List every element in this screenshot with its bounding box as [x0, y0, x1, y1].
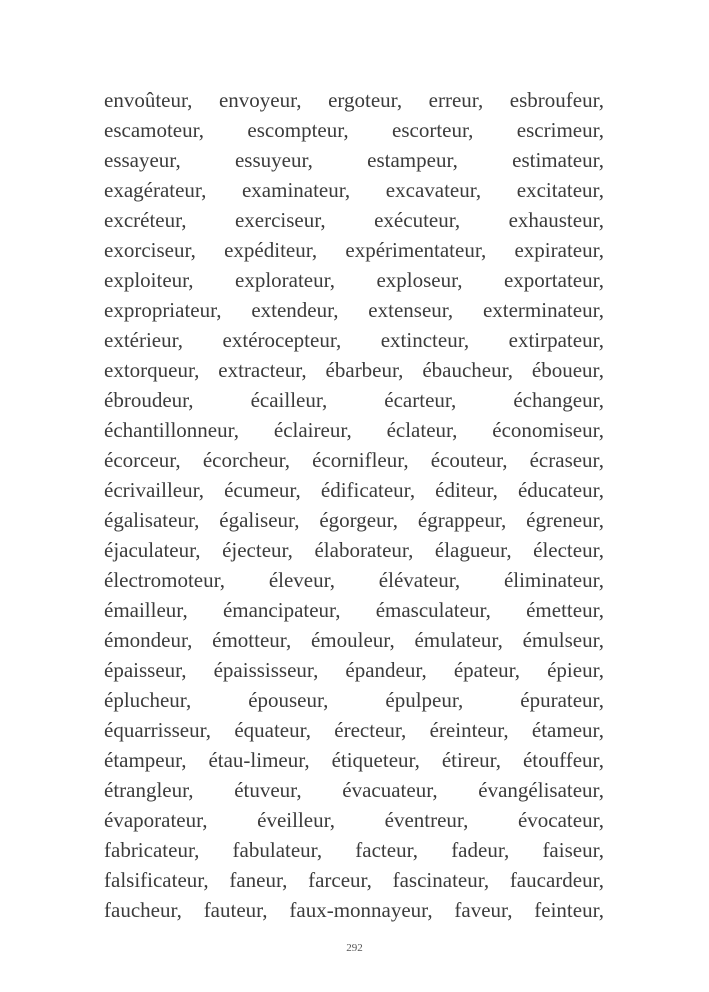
word: étireur,: [441, 748, 502, 772]
word: éventreur,: [384, 808, 469, 832]
word: escorteur,: [392, 118, 474, 142]
word: extendeur,: [251, 298, 339, 322]
word: extincteur,: [380, 328, 470, 352]
word: étiqueteur,: [331, 748, 420, 772]
word: explorateur,: [235, 268, 336, 292]
word: expéditeur,: [224, 238, 318, 262]
word: essuyeur,: [234, 148, 313, 172]
text-line: [104, 235, 604, 265]
text-line: [104, 805, 604, 835]
word: éditeur,: [435, 478, 498, 502]
word: exerciseur,: [234, 208, 326, 232]
text-line: [104, 745, 604, 775]
word: épieur,: [547, 658, 604, 682]
text-line: [104, 115, 604, 145]
text-line: [104, 445, 604, 475]
word: épouseur,: [248, 688, 329, 712]
word: écornifleur,: [312, 448, 409, 472]
word: expropriateur,: [104, 298, 222, 322]
word: exhausteur,: [508, 208, 604, 232]
text-line: [104, 565, 604, 595]
word: exploiteur,: [104, 268, 194, 292]
word: escamoteur,: [104, 118, 205, 142]
word: fadeur,: [451, 838, 510, 862]
word: éliminateur,: [503, 568, 604, 592]
word: escompteur,: [247, 118, 349, 142]
text-line: [104, 355, 604, 385]
text-line: [104, 475, 604, 505]
word: excavateur,: [385, 178, 482, 202]
word: épulpeur,: [385, 688, 464, 712]
word: échangeur,: [513, 388, 604, 412]
word: épaississeur,: [213, 658, 319, 682]
text-line: [104, 295, 604, 325]
word: écumeur,: [224, 478, 301, 502]
word: égreneur,: [526, 508, 604, 532]
word: étau-limeur,: [208, 748, 310, 772]
text-line: [104, 595, 604, 625]
word: examinateur,: [241, 178, 351, 202]
word: économiseur,: [492, 418, 604, 442]
word: électromoteur,: [104, 568, 226, 592]
word: esbroufeur,: [509, 88, 604, 112]
text-line: [104, 175, 604, 205]
word: étrangleur,: [104, 778, 194, 802]
word: écorcheur,: [202, 448, 290, 472]
word: évangélisateur,: [478, 778, 604, 802]
word: faucardeur,: [509, 868, 604, 892]
word: étampeur,: [104, 748, 187, 772]
word: épateur,: [453, 658, 521, 682]
text-line: [104, 325, 604, 355]
word: erreur,: [428, 88, 484, 112]
word: éveilleur,: [257, 808, 336, 832]
word: écraseur,: [529, 448, 604, 472]
word: faucheur,: [104, 898, 182, 922]
word: édificateur,: [320, 478, 416, 502]
word: extérocepteur,: [222, 328, 342, 352]
word: écouteur,: [430, 448, 508, 472]
word: émulateur,: [414, 628, 503, 652]
word: envoûteur,: [104, 88, 193, 112]
word: feinteur,: [534, 898, 604, 922]
text-line: [104, 505, 604, 535]
word: falsificateur,: [104, 868, 209, 892]
word: ébroudeur,: [104, 388, 194, 412]
word: élévateur,: [378, 568, 461, 592]
word: échantillonneur,: [104, 418, 240, 442]
word: épurateur,: [520, 688, 604, 712]
word: égaliseur,: [219, 508, 300, 532]
word: envoyeur,: [218, 88, 302, 112]
word: excréteur,: [104, 208, 187, 232]
word: éclateur,: [386, 418, 458, 442]
word: extirpateur,: [508, 328, 604, 352]
word: élagueur,: [434, 538, 512, 562]
word: émulseur,: [522, 628, 604, 652]
word: épaisseur,: [104, 658, 187, 682]
word: expirateur,: [514, 238, 604, 262]
word: facteur,: [355, 838, 418, 862]
word: extorqueur,: [104, 358, 200, 382]
word: éjecteur,: [222, 538, 293, 562]
text-line: [104, 625, 604, 655]
word: émancipateur,: [222, 598, 341, 622]
word: farceur,: [308, 868, 372, 892]
word: électeur,: [533, 538, 604, 562]
word: émondeur,: [104, 628, 193, 652]
word: émetteur,: [526, 598, 604, 622]
word: émasculateur,: [375, 598, 491, 622]
word: extracteur,: [218, 358, 307, 382]
word: évacuateur,: [342, 778, 438, 802]
word: escrimeur,: [516, 118, 604, 142]
text-line: [104, 895, 604, 925]
word: ébarbeur,: [325, 358, 404, 382]
text-line: [104, 835, 604, 865]
text-line: [104, 85, 604, 115]
word: exploseur,: [376, 268, 463, 292]
word: faux-monnayeur,: [289, 898, 433, 922]
word: éjaculateur,: [104, 538, 201, 562]
text-line: [104, 775, 604, 805]
text-line: [104, 535, 604, 565]
word: étameur,: [531, 718, 604, 742]
text-line: [104, 145, 604, 175]
word: extérieur,: [104, 328, 184, 352]
word: éplucheur,: [104, 688, 192, 712]
word: émotteur,: [212, 628, 292, 652]
word: émailleur,: [104, 598, 188, 622]
word: égalisateur,: [104, 508, 200, 532]
word: éleveur,: [268, 568, 336, 592]
word: éducateur,: [517, 478, 604, 502]
word: fabulateur,: [232, 838, 323, 862]
word: écailleur,: [250, 388, 328, 412]
text-line: [104, 415, 604, 445]
word: faveur,: [454, 898, 513, 922]
word: écrivailleur,: [104, 478, 205, 502]
word: faneur,: [229, 868, 288, 892]
word: ergoteur,: [328, 88, 403, 112]
text-line: [104, 265, 604, 295]
word: exécuteur,: [374, 208, 461, 232]
word: ébaucheur,: [422, 358, 513, 382]
text-line: [104, 865, 604, 895]
text-line: [104, 655, 604, 685]
word: évocateur,: [517, 808, 604, 832]
word: estampeur,: [367, 148, 458, 172]
word: fabricateur,: [104, 838, 200, 862]
word: étouffeur,: [522, 748, 604, 772]
word: égorgeur,: [319, 508, 399, 532]
word: éclaireur,: [273, 418, 352, 442]
text-line: [104, 715, 604, 745]
word: écarteur,: [384, 388, 457, 412]
word: exportateur,: [503, 268, 604, 292]
word: émouleur,: [310, 628, 395, 652]
word: exagérateur,: [104, 178, 207, 202]
word: éboueur,: [531, 358, 604, 382]
word: exorciseur,: [104, 238, 196, 262]
word: éreinteur,: [429, 718, 509, 742]
word: essayeur,: [104, 148, 181, 172]
word: expérimentateur,: [345, 238, 487, 262]
word: exterminateur,: [482, 298, 604, 322]
word: érecteur,: [334, 718, 407, 742]
word: écorceur,: [104, 448, 181, 472]
word: évaporateur,: [104, 808, 208, 832]
text-line: [104, 205, 604, 235]
word: extenseur,: [368, 298, 454, 322]
word: estimateur,: [512, 148, 604, 172]
word: égrappeur,: [417, 508, 507, 532]
word: élaborateur,: [314, 538, 414, 562]
word: excitateur,: [516, 178, 604, 202]
text-line: [104, 385, 604, 415]
word-list-body: [104, 85, 604, 925]
page-number: 292: [346, 942, 363, 954]
word: épandeur,: [345, 658, 427, 682]
word: étuveur,: [234, 778, 302, 802]
word: fascinateur,: [392, 868, 490, 892]
text-line: [104, 685, 604, 715]
word: équateur,: [234, 718, 312, 742]
word: équarrisseur,: [104, 718, 212, 742]
word: faiseur,: [542, 838, 604, 862]
word: fauteur,: [203, 898, 268, 922]
